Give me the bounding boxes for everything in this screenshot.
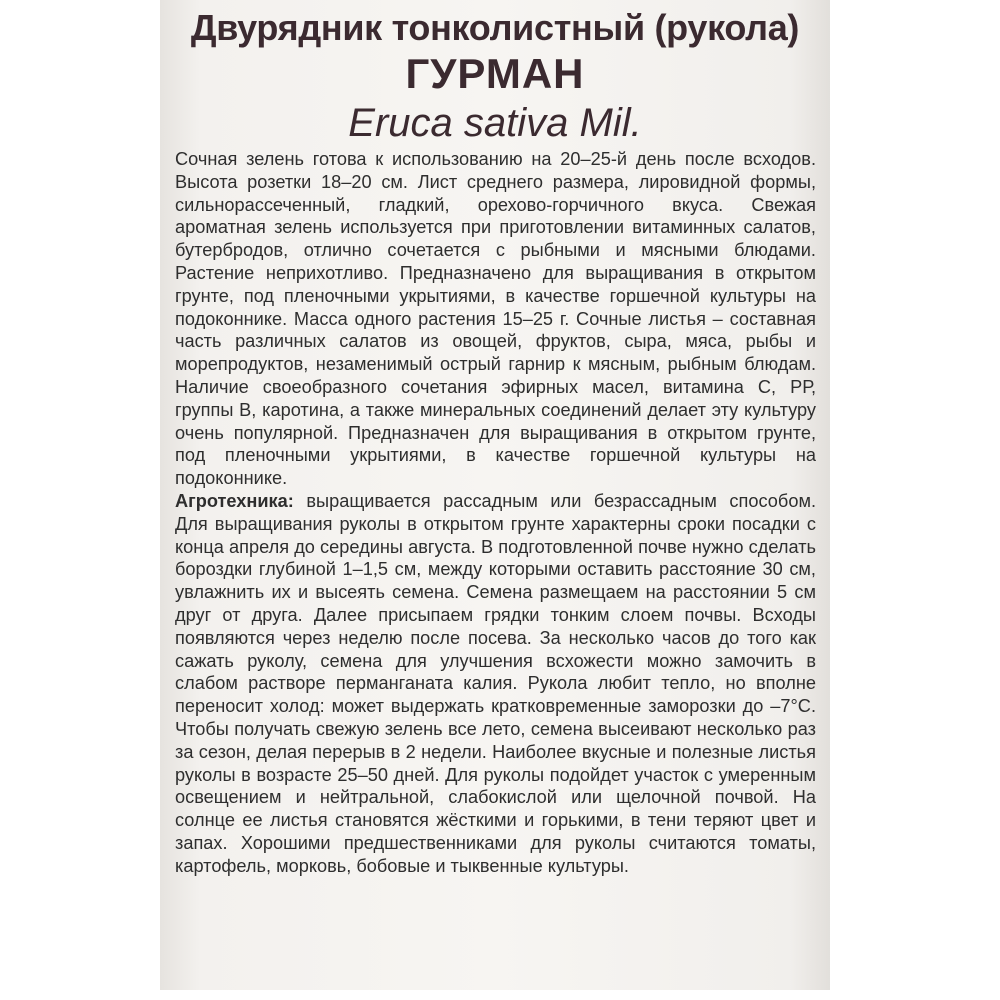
description-paragraph: Сочная зелень готова к использованию на 20–25-й день после всходов. Высота розетки 18–20 см. Лист среднего размера, лировидной формы, сильнорассеченный, гладкий, орехово-горчичного вкуса. Свежая ароматная зелень используется при приготовлении витаминных салатов, бутербродов, отлично сочетается с рыбными и мясными блюдами. Растение неприхотливо. Предназначено для выращивания в открытом грунте, под пленочными укрытиями, в качестве горшечной культуры на подоконнике. Масса одного растения 15–25 г. Сочные листья – составная часть различных салатов из овощей, фруктов, сыра, мяса, рыбы и морепродуктов, незаменимый острый гарнир к мясным, рыбным блюдам. Наличие своеобразного сочетания эфирных масел, витамина С, РР, группы В, каротина, а также минеральных соединений делает эту культуру очень популярной. Предназначен для выращивания в открытом грунте, под пленочными укрытиями, в качестве горшечной культуры на подоконнике. [175, 149, 816, 489]
agrotechnics-paragraph [175, 490, 816, 878]
agrotechnics-label: Агротехника: [175, 490, 294, 511]
packet-header [160, 6, 830, 148]
latin-name: Eruca sativa Mil. [348, 101, 642, 145]
seed-packet-back [160, 0, 830, 990]
variety-name: ГУРМАН [405, 50, 585, 97]
agrotechnics-text: выращивается рассадным или безрассадным способом. Для выращивания руколы в открытом грунте характерны сроки посадки с конца апреля до середины августа. В подготовленной почве нужно сделать бороздки глубиной 1–1,5 см, между которыми оставить расстояние 30 см, увлажнить их и высеять семена. Семена размещаем на расстоянии 5 см друг от друга. Далее присыпаем грядки тонким слоем почвы. Всходы появляются через неделю после посева. За несколько часов до того как сажать руколу, семена для улучшения всхожести можно замочить в слабом растворе перманганата калия. Рукола любит тепло, но вполне переносит холод: может выдержать кратковременные заморозки до –7°С. Чтобы получать свежую зелень все лето, семена высеивают несколько раз за сезон, делая перерыв в 2 недели. Наиболее вкусные и полезные листья руколы в возрасте 25–50 дней. Для руколы подойдет участок с умеренным освещением и нейтральной, слабокислой или щелочной почвой. На солнце ее листья становятся жёсткими и горькими, в тени теряют цвет и запах. Хорошими предшественниками для руколы считаются томаты, картофель, морковь, бобовые и тыквенные культуры. [175, 490, 816, 876]
species-title: Двурядник тонколистный (рукола) [190, 7, 800, 48]
packet-body [175, 148, 816, 878]
